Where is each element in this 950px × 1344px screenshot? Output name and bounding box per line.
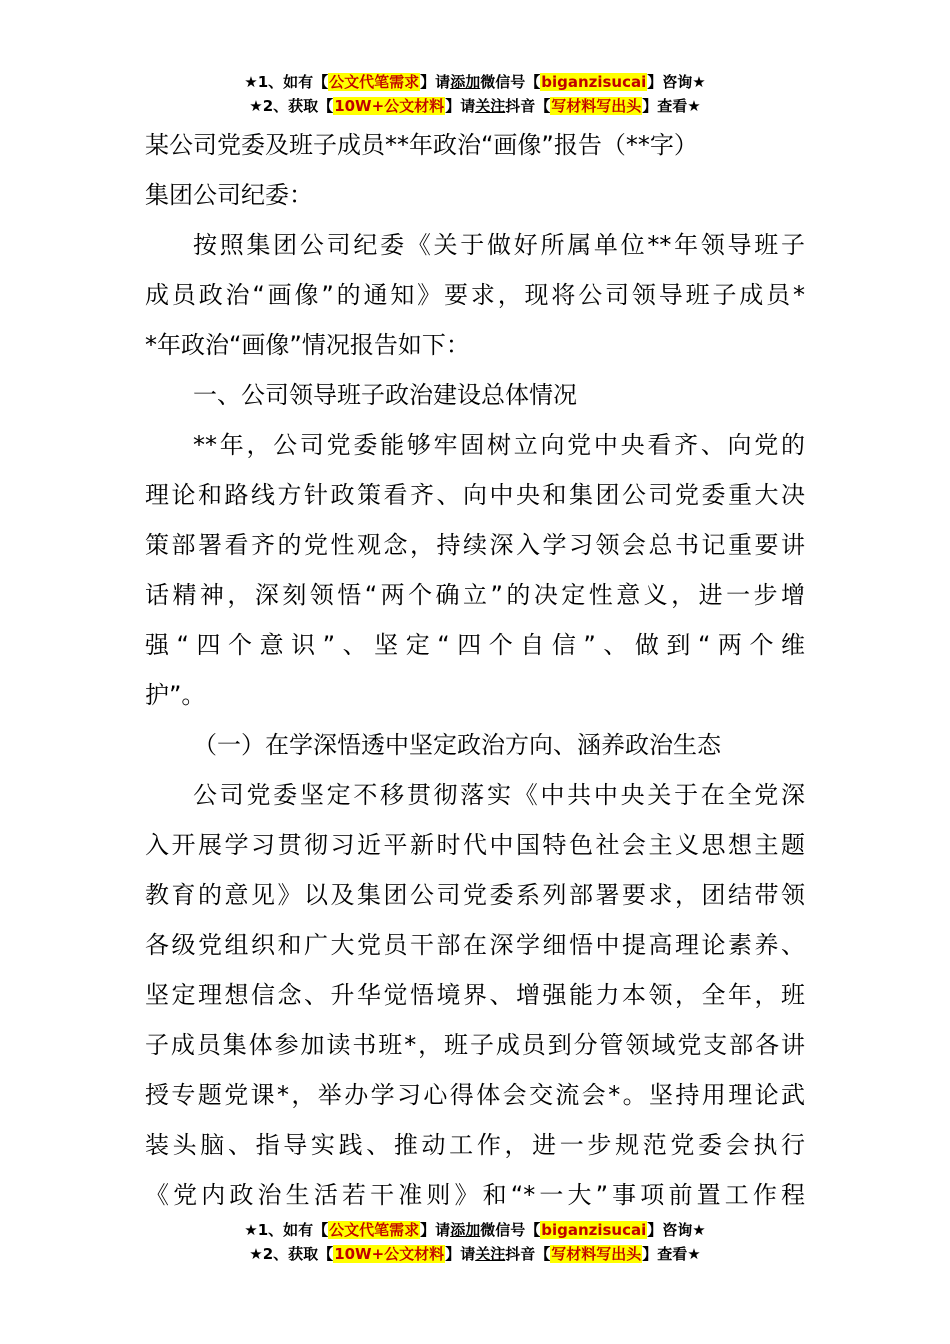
paragraph-line: 教育的意见》以及集团公司党委系列部署要求，团结带领 (145, 881, 805, 909)
paragraph-line: 理论和路线方针政策看齐、向中央和集团公司党委重大决 (145, 481, 805, 509)
banner-text: 】请 (420, 1221, 451, 1239)
paragraph-line: 按照集团公司纪委《关于做好所属单位**年领导班子 (193, 231, 805, 259)
banner-underline: 添加 (450, 1221, 481, 1239)
banner-highlight: biganzisucai (541, 73, 647, 91)
paragraph-line: 坚定理想信念、升华觉悟境界、增强能力本领，全年，班 (145, 981, 805, 1009)
banner-text: ★1、如有【 (244, 1221, 329, 1239)
paragraph-line: 成员政治“画像”的通知》要求，现将公司领导班子成员* (145, 281, 805, 309)
banner-text: 】请 (420, 73, 451, 91)
paragraph-line: 入开展学习贯彻习近平新时代中国特色社会主义思想主题 (145, 831, 805, 859)
paragraph-line: 策部署看齐的党性观念，持续深入学习领会总书记重要讲 (145, 531, 805, 559)
banner-line-1 (0, 1218, 950, 1242)
document-title: 某公司党委及班子成员**年政治“画像”报告（**字） (145, 131, 698, 159)
banner-text: 】请 (445, 97, 476, 115)
banner-highlight: 写材料写出头 (551, 1245, 642, 1263)
banner-highlight: 10W+公文材料 (334, 1245, 445, 1263)
banner-text: 微信号【 (480, 73, 541, 91)
banner-highlight: 10W+公文材料 (334, 97, 445, 115)
paragraph-line: *年政治“画像”情况报告如下： (145, 331, 470, 359)
banner-text: 】咨询★ (647, 1221, 706, 1239)
banner-text: 】查看★ (642, 1245, 701, 1263)
banner-underline: 添加 (450, 73, 481, 91)
paragraph-line: 授专题党课*，举办学习心得体会交流会*。坚持用理论武 (145, 1081, 805, 1109)
banner-line-2 (0, 1242, 950, 1266)
banner-text: ★2、获取【 (249, 97, 334, 115)
banner-underline: 关注 (475, 1245, 506, 1263)
banner-text: 抖音【 (505, 1245, 551, 1263)
banner-line-1 (0, 70, 950, 94)
header-banner (0, 70, 950, 118)
banner-text: 】咨询★ (647, 73, 706, 91)
banner-text: ★2、获取【 (249, 1245, 334, 1263)
banner-text: 微信号【 (480, 1221, 541, 1239)
footer-banner (0, 1218, 950, 1266)
paragraph-line: **年，公司党委能够牢固树立向党中央看齐、向党的 (193, 431, 805, 459)
banner-highlight: 公文代笔需求 (329, 73, 420, 91)
paragraph-line: 公司党委坚定不移贯彻落实《中共中央关于在全党深 (193, 781, 805, 809)
salutation: 集团公司纪委： (145, 181, 313, 209)
paragraph-line: 装头脑、指导实践、推动工作，进一步规范党委会执行 (145, 1131, 805, 1159)
paragraph-line: 各级党组织和广大党员干部在深学细悟中提高理论素养、 (145, 931, 805, 959)
banner-text: ★1、如有【 (244, 73, 329, 91)
paragraph-line: 子成员集体参加读书班*，班子成员到分管领域党支部各讲 (145, 1031, 805, 1059)
banner-highlight: 公文代笔需求 (329, 1221, 420, 1239)
banner-text: 】请 (445, 1245, 476, 1263)
banner-highlight: 写材料写出头 (551, 97, 642, 115)
section-heading: 一、公司领导班子政治建设总体情况 (193, 381, 577, 409)
subsection-heading: （一）在学深悟透中坚定政治方向、涵养政治生态 (193, 731, 721, 759)
paragraph-line: 护”。 (145, 681, 206, 709)
paragraph-line: 《党内政治生活若干准则》和“*一大”事项前置工作程 (145, 1181, 805, 1209)
banner-line-2 (0, 94, 950, 118)
banner-underline: 关注 (475, 97, 506, 115)
paragraph-line: 强“四个意识”、坚定“四个自信”、做到“两个维 (145, 631, 805, 659)
banner-text: 】查看★ (642, 97, 701, 115)
paragraph-line: 话精神，深刻领悟“两个确立”的决定性意义，进一步增 (145, 581, 805, 609)
banner-text: 抖音【 (505, 97, 551, 115)
banner-highlight: biganzisucai (541, 1221, 647, 1239)
document-body (145, 120, 805, 1220)
